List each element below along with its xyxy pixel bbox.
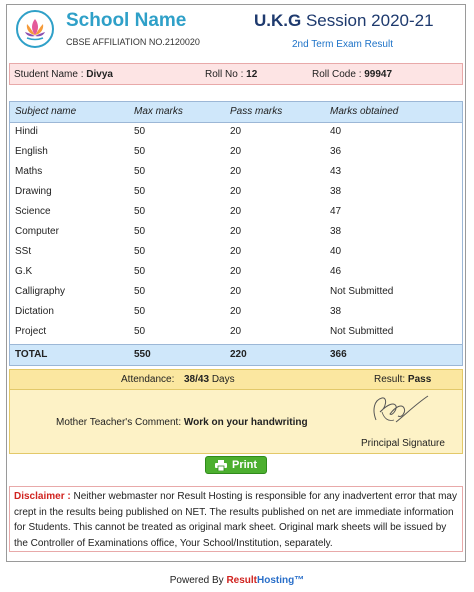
header-pass-marks: Pass marks xyxy=(230,106,283,117)
disclaimer-box xyxy=(9,486,463,552)
subject-cell: Science xyxy=(15,206,51,217)
roll-number-label: Roll No : xyxy=(205,69,244,80)
table-row xyxy=(10,282,462,302)
class-session xyxy=(254,11,434,31)
header-marks-obtained: Marks obtained xyxy=(330,106,399,117)
pass-marks-cell: 20 xyxy=(230,306,242,317)
subject-cell: SSt xyxy=(15,246,32,257)
exam-title: 2nd Term Exam Result xyxy=(292,39,393,50)
pass-marks-cell: 20 xyxy=(230,286,242,297)
disclaimer-label: Disclaimer : xyxy=(14,491,71,502)
marks-obtained-cell: 46 xyxy=(330,266,342,277)
table-total-row xyxy=(10,344,462,365)
pass-marks-cell: 20 xyxy=(230,246,242,257)
roll-number: 12 xyxy=(246,69,258,80)
pass-marks-cell: 20 xyxy=(230,166,242,177)
table-row xyxy=(10,122,462,142)
marks-obtained-cell: 47 xyxy=(330,206,342,217)
result-label: Result: xyxy=(374,374,406,385)
max-marks-cell: 50 xyxy=(134,306,146,317)
total-label: TOTAL xyxy=(15,349,48,360)
footer-credit xyxy=(0,575,474,586)
table-row xyxy=(10,202,462,222)
marks-table xyxy=(9,101,463,366)
subject-cell: Project xyxy=(15,326,47,337)
max-marks-cell: 50 xyxy=(134,186,146,197)
roll-code: 99947 xyxy=(364,69,393,80)
marks-obtained-cell: 38 xyxy=(330,186,342,197)
marks-obtained-cell: 38 xyxy=(330,226,342,237)
table-row xyxy=(10,302,462,322)
printer-icon xyxy=(215,460,227,471)
brand-hosting[interactable]: Hosting™ xyxy=(257,575,305,586)
header-subject: Subject name xyxy=(15,106,77,117)
brand-result[interactable]: Result xyxy=(226,575,258,586)
table-row xyxy=(10,242,462,262)
signature-icon xyxy=(362,392,432,428)
student-name-field xyxy=(14,69,113,80)
marks-obtained-cell: Not Submitted xyxy=(330,286,394,297)
school-name: School Name xyxy=(66,10,187,31)
subject-cell: Hindi xyxy=(15,126,38,137)
subject-cell: Drawing xyxy=(15,186,52,197)
attendance-field xyxy=(184,374,235,385)
max-marks-cell: 50 xyxy=(134,126,146,137)
subject-cell: English xyxy=(15,146,48,157)
student-name: Divya xyxy=(86,69,113,80)
table-row xyxy=(10,262,462,282)
disclaimer-text: Neither webmaster nor Result Hosting is responsible for any inadvertent error that may crept in the results being published on NET. The results published on net are immediate information for Students. This cannot be treated as original mark sheet. Original mark sheets will be issued by the Controller of Examinations office, Your School/Institution, separately. xyxy=(14,491,457,549)
table-row xyxy=(10,222,462,242)
pass-marks-cell: 20 xyxy=(230,226,242,237)
pass-marks-cell: 20 xyxy=(230,146,242,157)
max-marks-cell: 50 xyxy=(134,166,146,177)
attendance-unit: Days xyxy=(211,374,235,385)
marks-obtained-cell: 40 xyxy=(330,126,342,137)
student-name-label: Student Name : xyxy=(14,69,84,80)
table-row xyxy=(10,162,462,182)
affiliation-number: CBSE AFFILIATION NO.2120020 xyxy=(66,37,200,47)
marks-obtained-cell: 40 xyxy=(330,246,342,257)
comment-field xyxy=(56,417,308,428)
table-header xyxy=(10,102,462,123)
total-marks-obtained: 366 xyxy=(330,349,347,360)
subject-cell: Dictation xyxy=(15,306,54,317)
header-max-marks: Max marks xyxy=(134,106,183,117)
school-logo-icon xyxy=(16,10,54,48)
comment-label: Mother Teacher's Comment: xyxy=(56,417,182,428)
max-marks-cell: 50 xyxy=(134,146,146,157)
pass-marks-cell: 20 xyxy=(230,186,242,197)
result-field xyxy=(374,374,431,385)
subject-cell: Computer xyxy=(15,226,59,237)
principal-signature-label: Principal Signature xyxy=(361,438,445,449)
marks-obtained-cell: 38 xyxy=(330,306,342,317)
pass-marks-cell: 20 xyxy=(230,206,242,217)
subject-cell: Maths xyxy=(15,166,43,177)
total-pass-marks: 220 xyxy=(230,349,247,360)
table-row xyxy=(10,322,462,342)
print-button-label: Print xyxy=(232,459,258,471)
max-marks-cell: 50 xyxy=(134,266,146,277)
result-value: Pass xyxy=(407,374,432,385)
subject-cell: Calligraphy xyxy=(15,286,66,297)
pass-marks-cell: 20 xyxy=(230,126,242,137)
roll-code-field xyxy=(312,69,392,80)
roll-code-label: Roll Code : xyxy=(312,69,362,80)
marks-obtained-cell: 36 xyxy=(330,146,342,157)
teacher-comment: Work on your handwriting xyxy=(183,417,308,428)
powered-by-label: Powered By xyxy=(169,575,224,586)
max-marks-cell: 50 xyxy=(134,286,146,297)
max-marks-cell: 50 xyxy=(134,246,146,257)
table-row xyxy=(10,142,462,162)
attendance-label: Attendance: xyxy=(121,374,175,385)
marks-obtained-cell: Not Submitted xyxy=(330,326,394,337)
attendance-value: 38/43 xyxy=(184,374,210,385)
session-label: Session 2020-21 xyxy=(305,11,434,30)
max-marks-cell: 50 xyxy=(134,326,146,337)
max-marks-cell: 50 xyxy=(134,206,146,217)
pass-marks-cell: 20 xyxy=(230,326,242,337)
class-name: U.K.G xyxy=(254,11,302,30)
total-max-marks: 550 xyxy=(134,349,151,360)
max-marks-cell: 50 xyxy=(134,226,146,237)
marks-obtained-cell: 43 xyxy=(330,166,342,177)
print-button[interactable] xyxy=(205,456,267,474)
pass-marks-cell: 20 xyxy=(230,266,242,277)
roll-number-field xyxy=(205,69,257,80)
subject-cell: G.K xyxy=(15,266,33,277)
student-info-bar xyxy=(9,63,463,85)
table-row xyxy=(10,182,462,202)
